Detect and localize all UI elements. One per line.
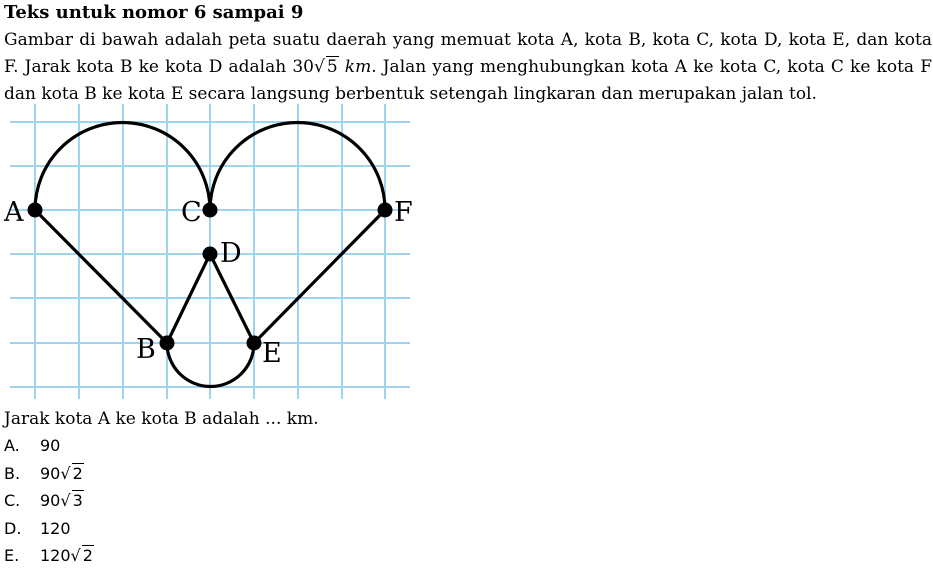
paragraph-text-2: . Jalan yang menghubungkan kota A ke kota C, kota C ke kota F dan kota B ke kota E secara langsung berbentuk setengah lingkaran dan merupakan jalan tol. [4, 57, 932, 104]
option-letter: A. [4, 436, 20, 455]
passage-paragraph [4, 27, 932, 108]
road-a-b [35, 210, 167, 343]
city-a-label: A [4, 197, 24, 228]
city-f-label: F [394, 197, 413, 228]
city-c-label: C [181, 197, 202, 228]
question-text: Jarak kota A ke kota B adalah ... km. [4, 409, 319, 429]
option-letter: D. [4, 518, 22, 538]
option-coefficient: 90 [40, 491, 61, 510]
option-value [40, 546, 94, 565]
answer-options [4, 432, 94, 570]
option-letter: C. [4, 491, 21, 510]
option-radicand: 2 [82, 546, 93, 565]
distance-value [292, 57, 371, 77]
option-value [40, 491, 84, 510]
paragraph-text-1: Gambar di bawah adalah peta suatu daerah yang memuat kota A, kota B, kota C, kota D, kota E, dan kota F. Jarak kota B ke kota D adalah [4, 30, 932, 77]
city-c-point [203, 203, 218, 218]
answer-option[interactable] [4, 542, 94, 570]
option-letter: E. [4, 546, 20, 565]
passage-heading: Teks untuk nomor 6 sampai 9 [4, 2, 304, 23]
sqrt-symbol: √ 2 [70, 546, 93, 565]
option-radicand: 3 [72, 491, 83, 510]
option-coefficient: 120 [40, 546, 71, 565]
sqrt-symbol: √ 2 [60, 463, 83, 483]
option-coefficient: 90 [40, 463, 61, 483]
city-a-point [28, 203, 43, 218]
option-coefficient: 120 [40, 518, 71, 538]
distance-coefficient: 30 [292, 57, 314, 77]
distance-unit: km [344, 57, 372, 77]
city-d-label: D [220, 238, 242, 269]
city-e-label: E [262, 338, 282, 369]
option-value [40, 464, 84, 483]
distance-radicand: 5 [326, 57, 338, 77]
city-b-point [160, 336, 175, 351]
answer-option[interactable] [4, 460, 94, 488]
city-b-label: B [136, 334, 156, 365]
option-coefficient: 90 [40, 436, 61, 455]
option-value [40, 436, 60, 455]
answer-option[interactable] [4, 487, 94, 515]
city-d-point [203, 247, 218, 262]
city-map-diagram [0, 104, 420, 404]
road-e-f [254, 210, 385, 343]
sqrt-symbol: √ 5 [313, 57, 338, 77]
option-letter: B. [4, 463, 21, 483]
sqrt-symbol: √ 3 [60, 491, 83, 510]
answer-option[interactable] [4, 432, 94, 460]
city-f-point [378, 203, 393, 218]
option-radicand: 2 [72, 463, 83, 483]
option-value [40, 519, 71, 538]
answer-option[interactable] [4, 515, 94, 543]
city-e-point [247, 336, 262, 351]
